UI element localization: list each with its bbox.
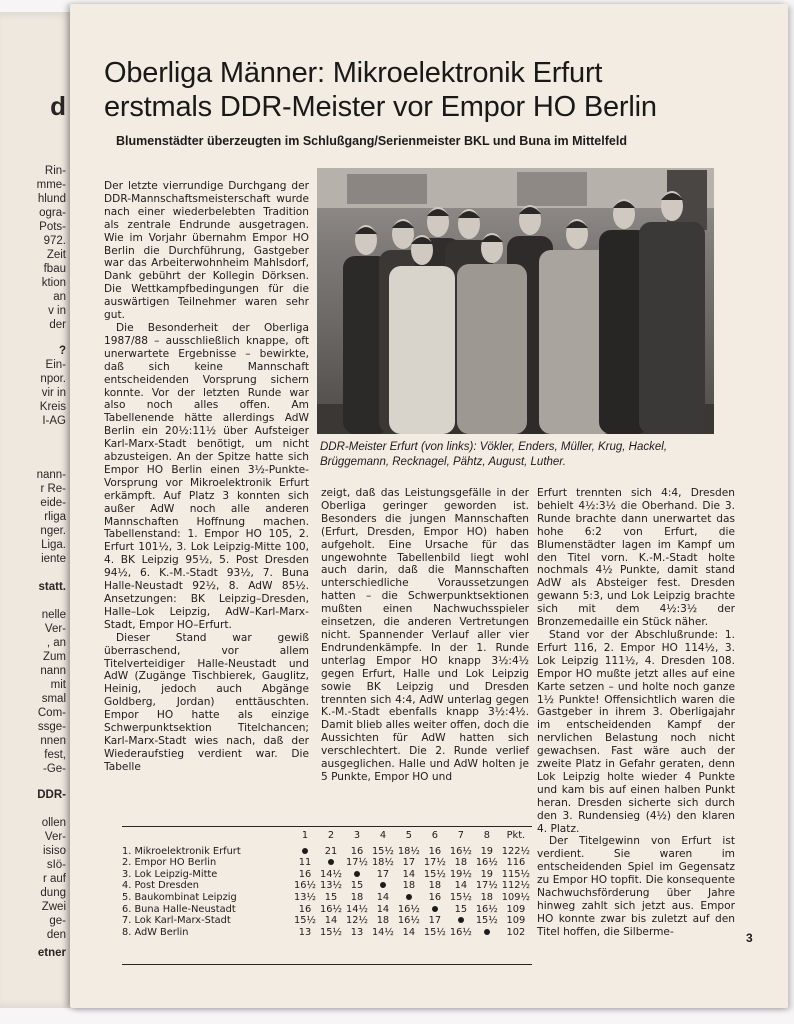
table-row bbox=[122, 857, 532, 869]
photo-window bbox=[347, 174, 427, 204]
points-total-cell: 109½ bbox=[501, 891, 530, 903]
previous-page-text-fragment: Kreis bbox=[39, 401, 66, 413]
table-row bbox=[122, 904, 532, 916]
paragraph: Die Besonderheit der Oberliga 1987/88 – ausschließlich knappe, oft unerwartete Ergebnisse – bewirkte, daß sich keine Mannschaft entscheidenden Vorsprung sichern konnte. Vor der letzten Runde war also noch alles offen. Am Tabellenende hätte allerdings AdW Berlin ein 20½:11½ über Aufsteiger Karl-Marx-Stadt benötigt, um nicht abzusteigen. An der Spitze hatte sich Empor HO Berlin einen 3½-Punkte-Vorsprung vor Mikroelektronik Erfurt erkämpft. Auf Platz 3 konnten sich außer AdW noch alle anderen Mannschaften Hoffnung machen. Tabellenstand: 1. Empor HO 105, 2. Erfurt 101½, 3. Lok Leipzig-Mitte 100, 4. BK Leipzig 95½, 5. Post Dresden 94½, 6. K.-M.-Stadt 93½, 7. Buna Halle-Neustadt 92½, 8. AdW 85½. Ansetzungen: BK Leipzig–Dresden, Halle–Lok Leipzig, AdW–Karl-Marx-Stadt, Empor HO–Erfurt. bbox=[104, 321, 309, 631]
score-cell: 14½ bbox=[371, 926, 394, 938]
previous-page-text-fragment: fbau bbox=[43, 263, 66, 275]
score-cell: 16 bbox=[428, 891, 442, 903]
previous-page-text-fragment: nann bbox=[40, 665, 66, 677]
score-cell: 18 bbox=[376, 915, 390, 927]
text-column-1 bbox=[104, 180, 309, 820]
previous-page-text-fragment: ge- bbox=[49, 915, 66, 927]
previous-page-text-fragment: etner bbox=[37, 947, 66, 959]
diagonal-dot-icon bbox=[354, 871, 360, 877]
previous-page-text-fragment: 972. bbox=[43, 235, 66, 247]
team-photo bbox=[317, 168, 714, 434]
previous-page-text-fragment: Zeit bbox=[46, 249, 66, 261]
previous-page-text-fragment: ogra- bbox=[39, 207, 66, 219]
score-cell: 15½ bbox=[320, 926, 342, 938]
diagonal-dot-cell bbox=[292, 846, 318, 858]
previous-page-text-fragment: Zwei bbox=[41, 901, 66, 913]
score-cell: 14½ bbox=[345, 903, 368, 915]
previous-page-text-fragment: d bbox=[50, 91, 66, 121]
score-cell: 15 bbox=[454, 903, 468, 915]
previous-page-text-fragment: nelle bbox=[41, 609, 66, 621]
score-cell: 18 bbox=[454, 857, 468, 869]
score-cell: 18½ bbox=[397, 845, 420, 857]
score-cell: 15½ bbox=[371, 845, 394, 857]
column-header: 3 bbox=[353, 830, 361, 841]
score-cell: 16 bbox=[298, 868, 312, 880]
score-cell: 16½ bbox=[320, 903, 342, 915]
table-row bbox=[122, 892, 532, 904]
column-header: 2 bbox=[327, 830, 335, 841]
paragraph: Dieser Stand war gewiß überraschend, vor allem Titelverteidiger Halle-Neustadt und AdW (Zugänge Tischbierek, Gauglitz, Heinig, jedoch auch Abgänge Goldberg, Jordan) enttäuschten. Empor HO hatte als einzige Schwerpunktsektion Titelchancen; Karl-Marx-Stadt wies nach, daß der Wiederaufstieg verdient war. Die Tabelle bbox=[104, 631, 309, 773]
table-header-row bbox=[122, 830, 532, 846]
previous-page-text-fragment: Pots- bbox=[39, 221, 66, 233]
score-cell: 15½ bbox=[423, 926, 446, 938]
previous-page-text-fragment: ktion bbox=[41, 277, 66, 289]
score-cell: 17 bbox=[428, 915, 442, 927]
table-row bbox=[122, 869, 532, 881]
score-cell: 17 bbox=[402, 857, 416, 869]
previous-page-text-fragment: mme- bbox=[36, 179, 66, 191]
score-cell: 14 bbox=[454, 880, 468, 892]
previous-page-text-fragment: fest, bbox=[44, 749, 66, 761]
diagonal-dot-icon bbox=[432, 906, 438, 912]
score-cell: 18½ bbox=[371, 857, 394, 869]
table-top-rule bbox=[122, 826, 532, 827]
photo-window bbox=[517, 172, 587, 206]
article-headline bbox=[104, 56, 764, 124]
diagonal-dot-icon bbox=[458, 917, 464, 923]
column-header: 4 bbox=[379, 830, 387, 841]
team-column-header bbox=[122, 830, 292, 846]
previous-page-text-fragment: DDR- bbox=[37, 789, 66, 801]
team-name: 3. Lok Leipzig-Mitte bbox=[122, 868, 218, 880]
photo-caption: DDR-Meister Erfurt (von links): Vökler, Enders, Müller, Krug, Hackel, Brüggemann, Recknagel, Pähtz, August, Luther. bbox=[320, 441, 668, 468]
score-cell: 21 bbox=[324, 845, 338, 857]
score-cell: 16½ bbox=[294, 880, 317, 892]
table-body bbox=[122, 846, 532, 939]
team-name: 4. Post Dresden bbox=[122, 880, 200, 892]
score-cell: 15 bbox=[350, 880, 364, 892]
previous-page-text-fragment: nnen bbox=[40, 735, 66, 747]
score-cell: 12½ bbox=[345, 915, 368, 927]
previous-page-text-fragment: , an bbox=[46, 637, 66, 649]
score-cell: 17 bbox=[376, 868, 390, 880]
score-cell: 14 bbox=[324, 915, 338, 927]
column-header: 7 bbox=[457, 830, 464, 841]
paragraph: Erfurt trennten sich 4:4, Dresden behielt 4½:3½ die Oberhand. Die 3. Runde brachte dann unerwartet das hohe 6:2 von Erfurt, die Blumenstädter lagen im Kampf um den Titel vorn. K.-M.-Stadt holte nochmals 4½ Punkte, damit stand AdW als Absteiger fest. Dresden gewann 5:3, und Lok Leipzig brachte sich mit dem 4½:3½ der Bronzemedaille ein Stück näher. bbox=[537, 487, 735, 629]
paragraph: zeigt, daß das Leistungsgefälle in der Oberliga geringer geworden ist. Besonders die jungen Mannschaften (Erfurt, Dresden, Empor HO) haben aufgeholt. Eine Ursache für das ungewohnte Tabellenbild liegt wohl auch darin, daß die Mannschaften unterschiedliche Voraussetzungen hatten – die Schwerpunktsektionen mußten einen Nachwuchsspieler einsetzen, die anderen Vertretungen nicht. Spannender Verlauf aller vier Endrundenkämpfe. In der 1. Runde unterlag Empor HO knapp 3½:4½ gegen Erfurt, Halle und Lok Leipzig sowie BK Leipzig und Dresden trennten sich 4:4, AdW unterlag gegen K.-M.-Stadt ebenfalls knapp 3½:4½. Damit blieb alles weiter offen, doch die Aussichten für AdW hatten sich verschlechtert. Die 2. Runde verlief ausgeglichen. Halle und AdW holten je 5 Punkte, Empor HO und bbox=[321, 487, 530, 783]
previous-page-text-fragment: den bbox=[46, 929, 66, 941]
score-cell: 15 bbox=[324, 891, 338, 903]
previous-page-text-fragment: mit bbox=[50, 679, 66, 691]
score-cell: 16 bbox=[428, 845, 442, 857]
diagonal-dot-icon bbox=[302, 848, 308, 854]
score-cell: 13½ bbox=[294, 891, 317, 903]
headline-line-2: erstmals DDR-Meister vor Empor HO Berlin bbox=[104, 91, 657, 123]
table-row bbox=[122, 927, 532, 939]
column-header: 8 bbox=[483, 830, 490, 841]
score-cell: 16½ bbox=[475, 857, 498, 869]
table-row bbox=[122, 880, 532, 892]
previous-page-text-fragment: Ein- bbox=[45, 359, 66, 371]
score-cell: 14 bbox=[402, 926, 416, 938]
score-cell: 16½ bbox=[475, 903, 498, 915]
table-row bbox=[122, 846, 532, 858]
paragraph: Der Titelgewinn von Erfurt ist verdient. Sie waren im entscheidenden Spiel im Gegensatz zu Empor HO topfit. Die konsequente Nachwuchsförderung über Jahre hinweg zahlt sich jetzt aus. Empor HO konnte zwar bis zuletzt auf den Titel hoffen, die Silberme- bbox=[537, 835, 735, 938]
previous-page-text-fragment: npor. bbox=[40, 373, 66, 385]
score-cell: 16½ bbox=[397, 915, 420, 927]
score-cell: 16½ bbox=[449, 845, 472, 857]
score-cell: 14 bbox=[376, 903, 390, 915]
score-cell: 17½ bbox=[423, 857, 446, 869]
previous-page-text-fragment: I-AG bbox=[42, 415, 66, 427]
diagonal-dot-cell bbox=[396, 892, 422, 904]
score-cell: 19½ bbox=[449, 868, 472, 880]
team-member-figure bbox=[639, 191, 705, 434]
diagonal-dot-cell bbox=[318, 857, 344, 869]
page-number: 3 bbox=[746, 931, 753, 945]
diagonal-dot-icon bbox=[406, 894, 412, 900]
score-cell: 14½ bbox=[320, 868, 342, 880]
points-total-cell: 109 bbox=[506, 915, 526, 927]
diagonal-dot-cell bbox=[448, 915, 474, 927]
previous-page-text-fragment: rliga bbox=[44, 511, 66, 523]
table-bottom-rule bbox=[122, 964, 532, 965]
article-subheadline: Blumenstädter überzeugten im Schlußgang/Serienmeister BKL und Buna im Mittelfeld bbox=[116, 134, 627, 148]
previous-page-text-fragment: r auf bbox=[42, 873, 66, 885]
score-cell: 17½ bbox=[345, 857, 368, 869]
paragraph: Der letzte vierrundige Durchgang der DDR-Mannschaftsmeisterschaft wurde nach einer wiederbelebten Tradition als zentrale Endrunde ausgetragen. Wie im Vorjahr übernahm Empor HO Berlin die Durchführung, Gastgeber war das Arbeiterwohnheim Mahlsdorf, Dank gebührt der Kollegin Dörksen. Die Wettkampfbedingungen für die auswärtigen Teilnehmer waren sehr gut. bbox=[104, 180, 309, 322]
score-cell: 19 bbox=[480, 845, 494, 857]
team-name: 5. Baukombinat Leipzig bbox=[122, 891, 237, 903]
diagonal-dot-cell bbox=[344, 869, 370, 881]
previous-page-text-fragment: dung bbox=[40, 887, 66, 899]
score-cell: 13 bbox=[298, 926, 312, 938]
column-header: Pkt. bbox=[506, 830, 526, 841]
team-name: 7. Lok Karl-Marx-Stadt bbox=[122, 915, 231, 927]
team-name: 2. Empor HO Berlin bbox=[122, 857, 217, 869]
previous-page-text-fragment: r Re- bbox=[40, 483, 66, 495]
score-cell: 15½ bbox=[449, 891, 472, 903]
previous-page-text-fragment: Zum bbox=[43, 651, 66, 663]
magazine-page bbox=[70, 4, 788, 1008]
score-cell: 13 bbox=[350, 926, 364, 938]
column-header: 5 bbox=[405, 830, 413, 841]
score-cell: 15½ bbox=[475, 915, 498, 927]
final-standings-table bbox=[122, 830, 532, 938]
headline-line-1: Oberliga Männer: Mikroelektronik Erfurt bbox=[104, 57, 603, 89]
previous-page-text-fragment: iente bbox=[41, 553, 66, 565]
diagonal-dot-cell bbox=[370, 880, 396, 892]
previous-page-text-fragment: nann- bbox=[36, 469, 66, 481]
previous-page-text-fragment: Ver- bbox=[44, 623, 66, 635]
score-cell: 16½ bbox=[449, 926, 472, 938]
previous-page-text-fragment: v in bbox=[48, 305, 66, 317]
previous-page-text-fragment: -Ge- bbox=[43, 763, 66, 775]
score-cell: 15½ bbox=[294, 915, 317, 927]
previous-page-text-fragment: der bbox=[49, 319, 66, 331]
score-cell: 13½ bbox=[320, 880, 342, 892]
column-header: 6 bbox=[431, 830, 438, 841]
points-total-cell: 109 bbox=[506, 903, 526, 915]
previous-page-text-fragment: Liga. bbox=[41, 539, 66, 551]
points-total-cell: 116 bbox=[506, 857, 526, 869]
column-header: 1 bbox=[301, 830, 309, 841]
points-total-cell: 122½ bbox=[501, 845, 530, 857]
score-cell: 17½ bbox=[475, 880, 498, 892]
score-cell: 18 bbox=[480, 891, 494, 903]
previous-page-text-fragment: vir in bbox=[41, 387, 66, 399]
previous-page-text-fragment: statt. bbox=[38, 581, 66, 593]
previous-page-text-fragment: hlund bbox=[37, 193, 66, 205]
previous-page-text-fragment: Rin- bbox=[44, 165, 66, 177]
score-cell: 16½ bbox=[397, 903, 420, 915]
score-cell: 14 bbox=[402, 868, 416, 880]
points-total-cell: 112½ bbox=[501, 880, 530, 892]
previous-page-text-fragment: ollen bbox=[41, 817, 66, 829]
diagonal-dot-icon bbox=[380, 882, 386, 888]
points-total-cell: 102 bbox=[506, 926, 526, 938]
score-cell: 18 bbox=[428, 880, 442, 892]
previous-page-text-fragment: ? bbox=[58, 345, 66, 357]
score-cell: 18 bbox=[350, 891, 364, 903]
score-cell: 19 bbox=[480, 868, 494, 880]
paragraph: Stand vor der Abschlußrunde: 1. Erfurt 116, 2. Empor HO 114½, 3. Lok Leipzig 111½, 4. Dresden 108. Empor HO mußte jetzt alles auf eine Karte setzen – und holte noch ganze 1½ Punkte! Offensichtlich waren die Gastgeber in ihrem 3. Oberligajahr im entscheidenden Kampf der nervlichen Belastung noch nicht gewachsen. Fast wäre auch der zweite Platz in Gefahr geraten, denn Lok Leipzig holte wieder 4 Punkte und kam bis auf einen halben Punkt heran. Dresden sicherte sich durch den 3. Rundensieg (4½) den klaren 4. Platz. bbox=[537, 628, 735, 835]
score-cell: 11 bbox=[298, 857, 312, 869]
diagonal-dot-cell bbox=[422, 904, 448, 916]
previous-page-text-fragment: an bbox=[53, 291, 66, 303]
previous-page-text-fragment: eide- bbox=[40, 497, 66, 509]
score-cell: 16 bbox=[298, 903, 312, 915]
diagonal-dot-cell bbox=[474, 927, 500, 939]
points-total-cell: 115½ bbox=[501, 868, 530, 880]
table-row bbox=[122, 915, 532, 927]
previous-page-text-fragment: Ver- bbox=[44, 831, 66, 843]
diagonal-dot-icon bbox=[328, 859, 334, 865]
previous-page-text-fragment: sIö- bbox=[46, 859, 66, 871]
previous-page-text-fragment: smal bbox=[41, 693, 66, 705]
team-name: 8. AdW Berlin bbox=[122, 926, 189, 938]
previous-page-edge bbox=[0, 12, 75, 1008]
previous-page-text-fragment: isiso bbox=[42, 845, 66, 857]
score-cell: 18 bbox=[402, 880, 416, 892]
diagonal-dot-icon bbox=[484, 929, 490, 935]
text-column-3 bbox=[537, 487, 735, 947]
score-cell: 14 bbox=[376, 891, 390, 903]
text-column-2 bbox=[321, 487, 529, 817]
previous-page-text-fragment: nger. bbox=[40, 525, 66, 537]
team-photo-graphic bbox=[317, 168, 714, 434]
score-cell: 16 bbox=[350, 845, 364, 857]
previous-page-text-fragment: Com- bbox=[37, 707, 66, 719]
team-name: 1. Mikroelektronik Erfurt bbox=[122, 845, 241, 857]
previous-page-text-fragment: ssge- bbox=[37, 721, 66, 733]
team-name: 6. Buna Halle-Neustadt bbox=[122, 903, 236, 915]
score-cell: 15½ bbox=[423, 868, 446, 880]
